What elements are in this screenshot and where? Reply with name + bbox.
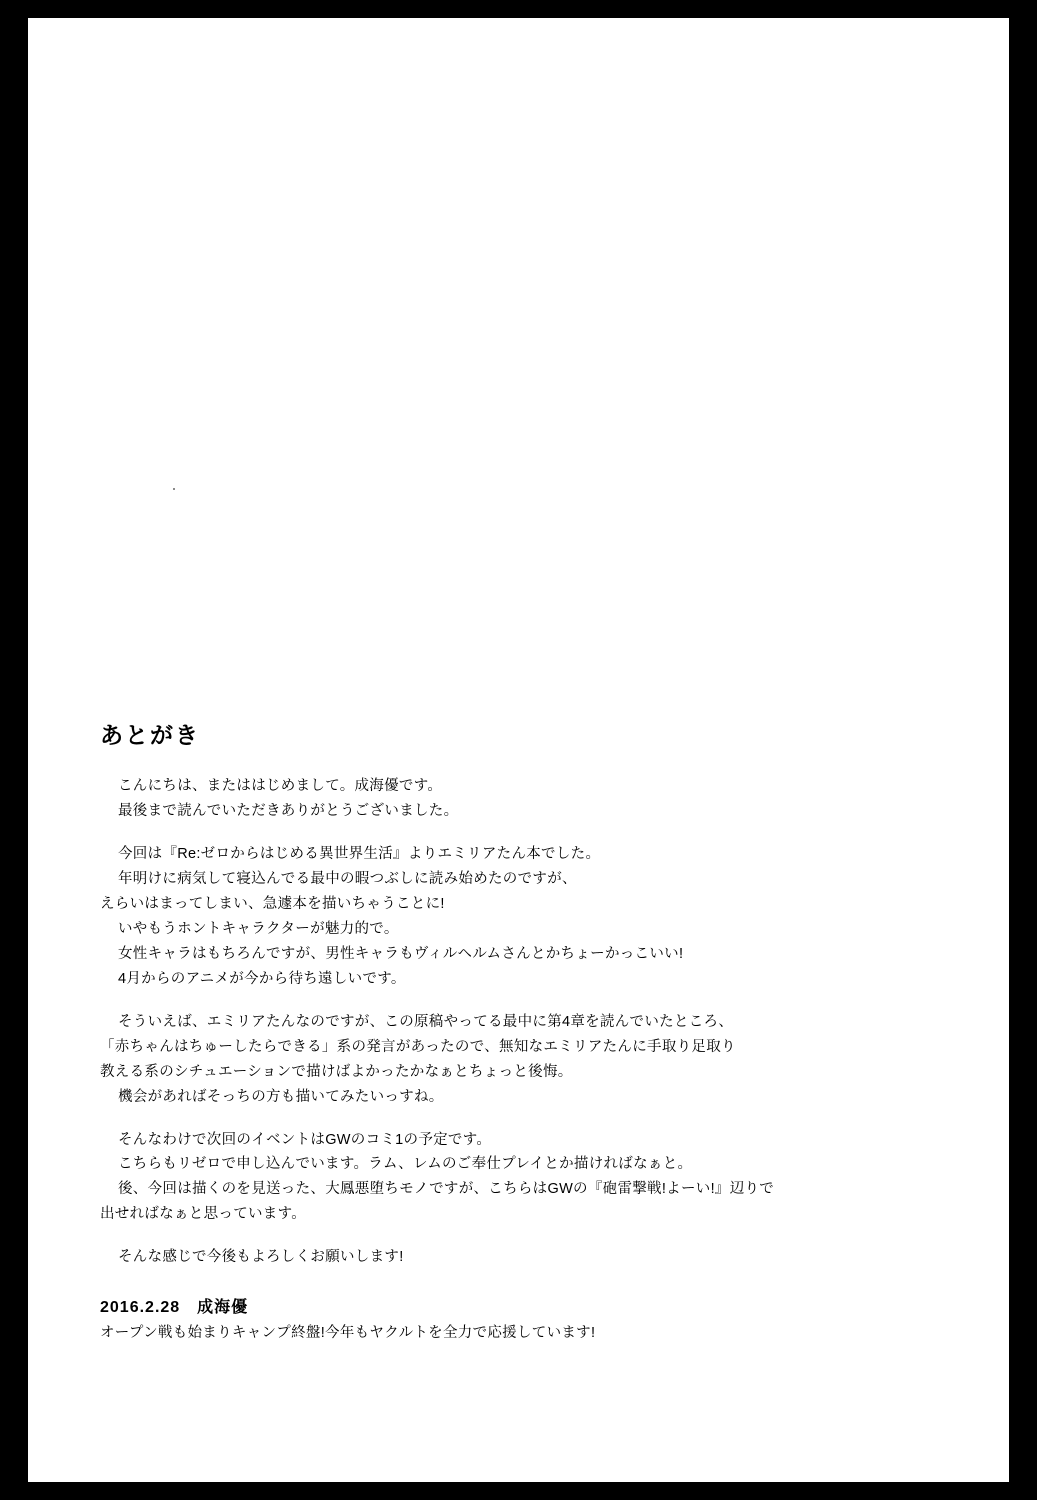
signature-note: オープン戦も始まりキャンプ終盤!今年もヤクルトを全力で応援しています! — [100, 1325, 596, 1342]
text-line: いやもうホントキャラクターが魅力的で。 — [118, 920, 399, 937]
text-line: 「赤ちゃんはちゅーしたらできる」系の発言があったので、無知なエミリアたんに手取り足取り — [100, 1038, 736, 1055]
paragraph-regret — [100, 1010, 960, 1110]
text-line: そんな感じで今後もよろしくお願いします! — [118, 1249, 404, 1266]
text-line: 女性キャラはもちろんですが、男性キャラもヴィルヘルムさんとかちょーかっこいい! — [118, 945, 684, 962]
signature-date-name: 2016.2.28 成海優 — [100, 1299, 249, 1317]
paragraph-greeting — [100, 774, 960, 824]
paragraph-closing — [100, 1245, 960, 1270]
text-line: こんにちは、またははじめまして。成海優です。 — [118, 778, 443, 795]
page-speck — [173, 488, 175, 490]
text-line: 教える系のシチュエーションで描けばよかったかなぁとちょっと後悔。 — [100, 1063, 573, 1080]
text-line: そういえば、エミリアたんなのですが、この原稿やってる最中に第4章を読んでいたところ、 — [118, 1013, 734, 1030]
text-line: そんなわけで次回のイベントはGWのコミ1の予定です。 — [118, 1131, 492, 1148]
page-title: あとがき — [100, 722, 200, 748]
text-line: 機会があればそっちの方も描いてみたいっすね。 — [118, 1088, 444, 1105]
text-line: 年明けに病気して寝込んでる最中の暇つぶしに読み始めたのですが、 — [118, 871, 577, 888]
text-line: 最後まで読んでいただきありがとうございました。 — [118, 803, 459, 820]
afterword-section — [100, 723, 960, 1342]
paragraph-next-event — [100, 1128, 960, 1228]
text-line: えらいはまってしまい、急遽本を描いちゃうことに! — [100, 896, 445, 913]
text-line: こちらもリゼロで申し込んでいます。ラム、レムのご奉仕プレイとか描ければなぁと。 — [118, 1156, 693, 1173]
text-line: 4月からのアニメが今から待ち遠しいです。 — [118, 970, 406, 987]
text-line: 今回は『Re:ゼロからはじめる異世界生活』よりエミリアたん本でした。 — [118, 846, 601, 863]
text-line: 後、今回は描くのを見送った、大鳳悪堕ちモノですが、こちらはGWの『砲雷撃戦!よーい!』辺りで — [118, 1181, 775, 1198]
text-line: 出せればなぁと思っています。 — [100, 1206, 307, 1223]
document-page — [28, 18, 1009, 1482]
paragraph-about-work — [100, 842, 960, 992]
signature-block — [100, 1294, 960, 1342]
